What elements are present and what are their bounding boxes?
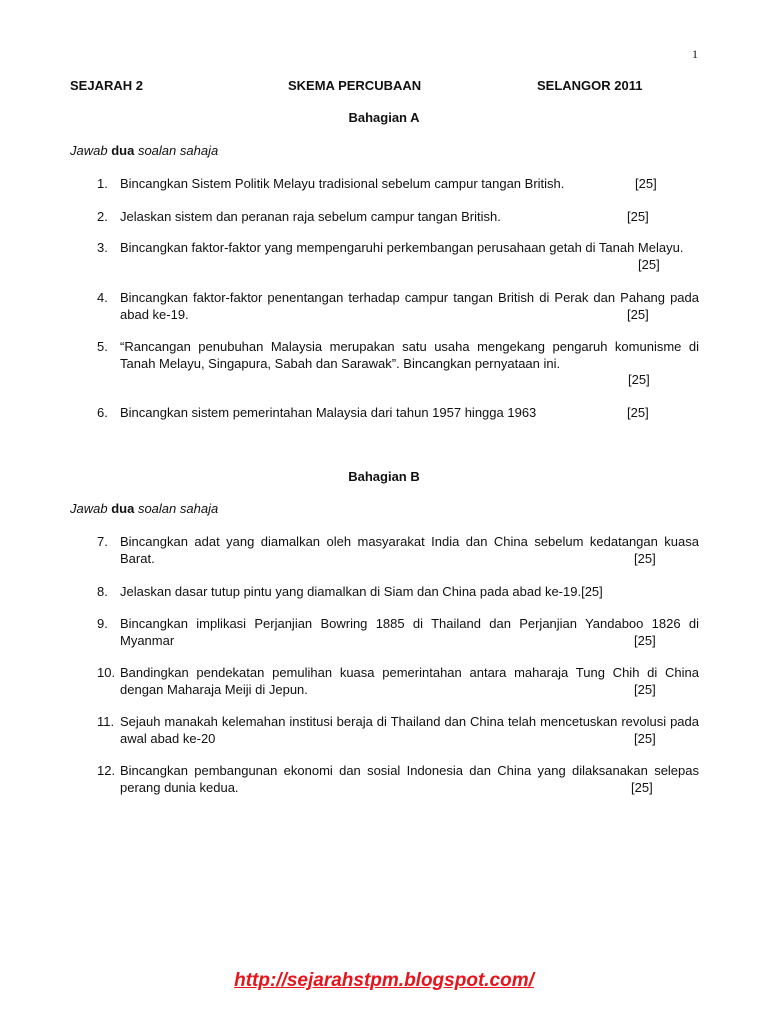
question-mark: [25] xyxy=(581,584,603,599)
question-number: 1. xyxy=(97,176,108,191)
question-number: 4. xyxy=(97,290,108,305)
question-mark: [25] xyxy=(631,780,653,795)
question-5 xyxy=(97,338,699,387)
question-mark: [25] xyxy=(627,405,649,420)
section-b-instruction xyxy=(70,501,218,516)
instruction-bold: dua xyxy=(111,143,135,158)
question-number: 9. xyxy=(97,616,108,631)
section-b-title: Bahagian B xyxy=(348,469,420,484)
question-12 xyxy=(97,762,699,796)
question-text: Bincangkan faktor-faktor yang mempengaruhi perkembangan perusahaan getah di Tanah Melayu. xyxy=(120,240,684,255)
question-mark: [25] xyxy=(634,551,656,566)
question-text: Bincangkan faktor-faktor penentangan terhadap campur tangan British di Perak dan Pahang pada abad ke-19. xyxy=(120,290,699,322)
question-9 xyxy=(97,615,699,649)
question-text: Bincangkan pembangunan ekonomi dan sosial Indonesia dan China yang dilaksanakan selepas perang dunia kedua. xyxy=(120,763,699,795)
question-4 xyxy=(97,289,699,323)
question-mark: [25] xyxy=(634,682,656,697)
instruction-bold: dua xyxy=(111,501,135,516)
question-number: 11. xyxy=(97,714,115,729)
question-text: Bincangkan Sistem Politik Melayu tradisional sebelum campur tangan British. xyxy=(120,176,565,191)
footer-blog-link[interactable]: http://sejarahstpm.blogspot.com/ xyxy=(234,970,534,991)
question-10 xyxy=(97,664,699,698)
question-mark: [25] xyxy=(627,307,649,322)
question-number: 6. xyxy=(97,405,108,420)
question-number: 10. xyxy=(97,665,116,680)
question-mark: [25] xyxy=(628,372,650,387)
question-1 xyxy=(97,175,699,192)
page-number: 1 xyxy=(692,47,698,61)
question-number: 3. xyxy=(97,240,108,255)
question-mark: [25] xyxy=(634,633,656,648)
question-text xyxy=(120,583,699,600)
question-mark: [25] xyxy=(627,209,649,224)
question-text: “Rancangan penubuhan Malaysia merupakan satu usaha mengekang pengaruh komunisme di Tanah Melayu, Singapura, Sabah dan Sarawak”. Bincangkan pernyataan ini. xyxy=(120,339,699,371)
question-text: Bincangkan adat yang diamalkan oleh masyarakat India dan China sebelum kedatangan kuasa Barat. xyxy=(120,534,699,566)
instruction-pre: Jawab xyxy=(70,143,108,158)
question-text: Jelaskan sistem dan peranan raja sebelum campur tangan British. xyxy=(120,209,501,224)
question-3 xyxy=(97,239,699,272)
question-text: Bincangkan implikasi Perjanjian Bowring 1885 di Thailand dan Perjanjian Yandaboo 1826 di Myanmar xyxy=(120,616,699,648)
question-2 xyxy=(97,208,699,225)
question-11 xyxy=(97,713,699,747)
header-subject: SEJARAH 2 xyxy=(70,78,143,93)
instruction-pre: Jawab xyxy=(70,501,108,516)
section-a-instruction xyxy=(70,143,218,158)
question-number: 7. xyxy=(97,534,108,549)
question-number: 5. xyxy=(97,339,108,354)
instruction-post: soalan sahaja xyxy=(137,501,219,516)
question-7 xyxy=(97,533,699,567)
question-number: 8. xyxy=(97,584,108,599)
question-number: 2. xyxy=(97,209,108,224)
question-text: Bandingkan pendekatan pemulihan kuasa pemerintahan antara maharaja Tung Chih di China dengan Maharaja Meiji di Jepun. xyxy=(120,665,699,697)
header-state-year: SELANGOR 2011 xyxy=(537,78,643,93)
question-mark: [25] xyxy=(634,731,656,746)
question-text: Bincangkan sistem pemerintahan Malaysia dari tahun 1957 hingga 1963 xyxy=(120,405,537,420)
question-8 xyxy=(97,583,699,600)
instruction-post: soalan sahaja xyxy=(137,143,219,158)
question-mark: [25] xyxy=(635,176,657,191)
question-number: 12. xyxy=(97,763,116,778)
question-mark: [25] xyxy=(638,257,660,272)
section-a-title: Bahagian A xyxy=(348,110,420,125)
question-6 xyxy=(97,404,699,421)
question-text-body: Jelaskan dasar tutup pintu yang diamalkan di Siam dan China pada abad ke-19. xyxy=(120,584,582,599)
header-title: SKEMA PERCUBAAN xyxy=(288,78,422,93)
question-text: Sejauh manakah kelemahan institusi beraja di Thailand dan China telah mencetuskan revolusi pada awal abad ke-20 xyxy=(120,714,699,746)
